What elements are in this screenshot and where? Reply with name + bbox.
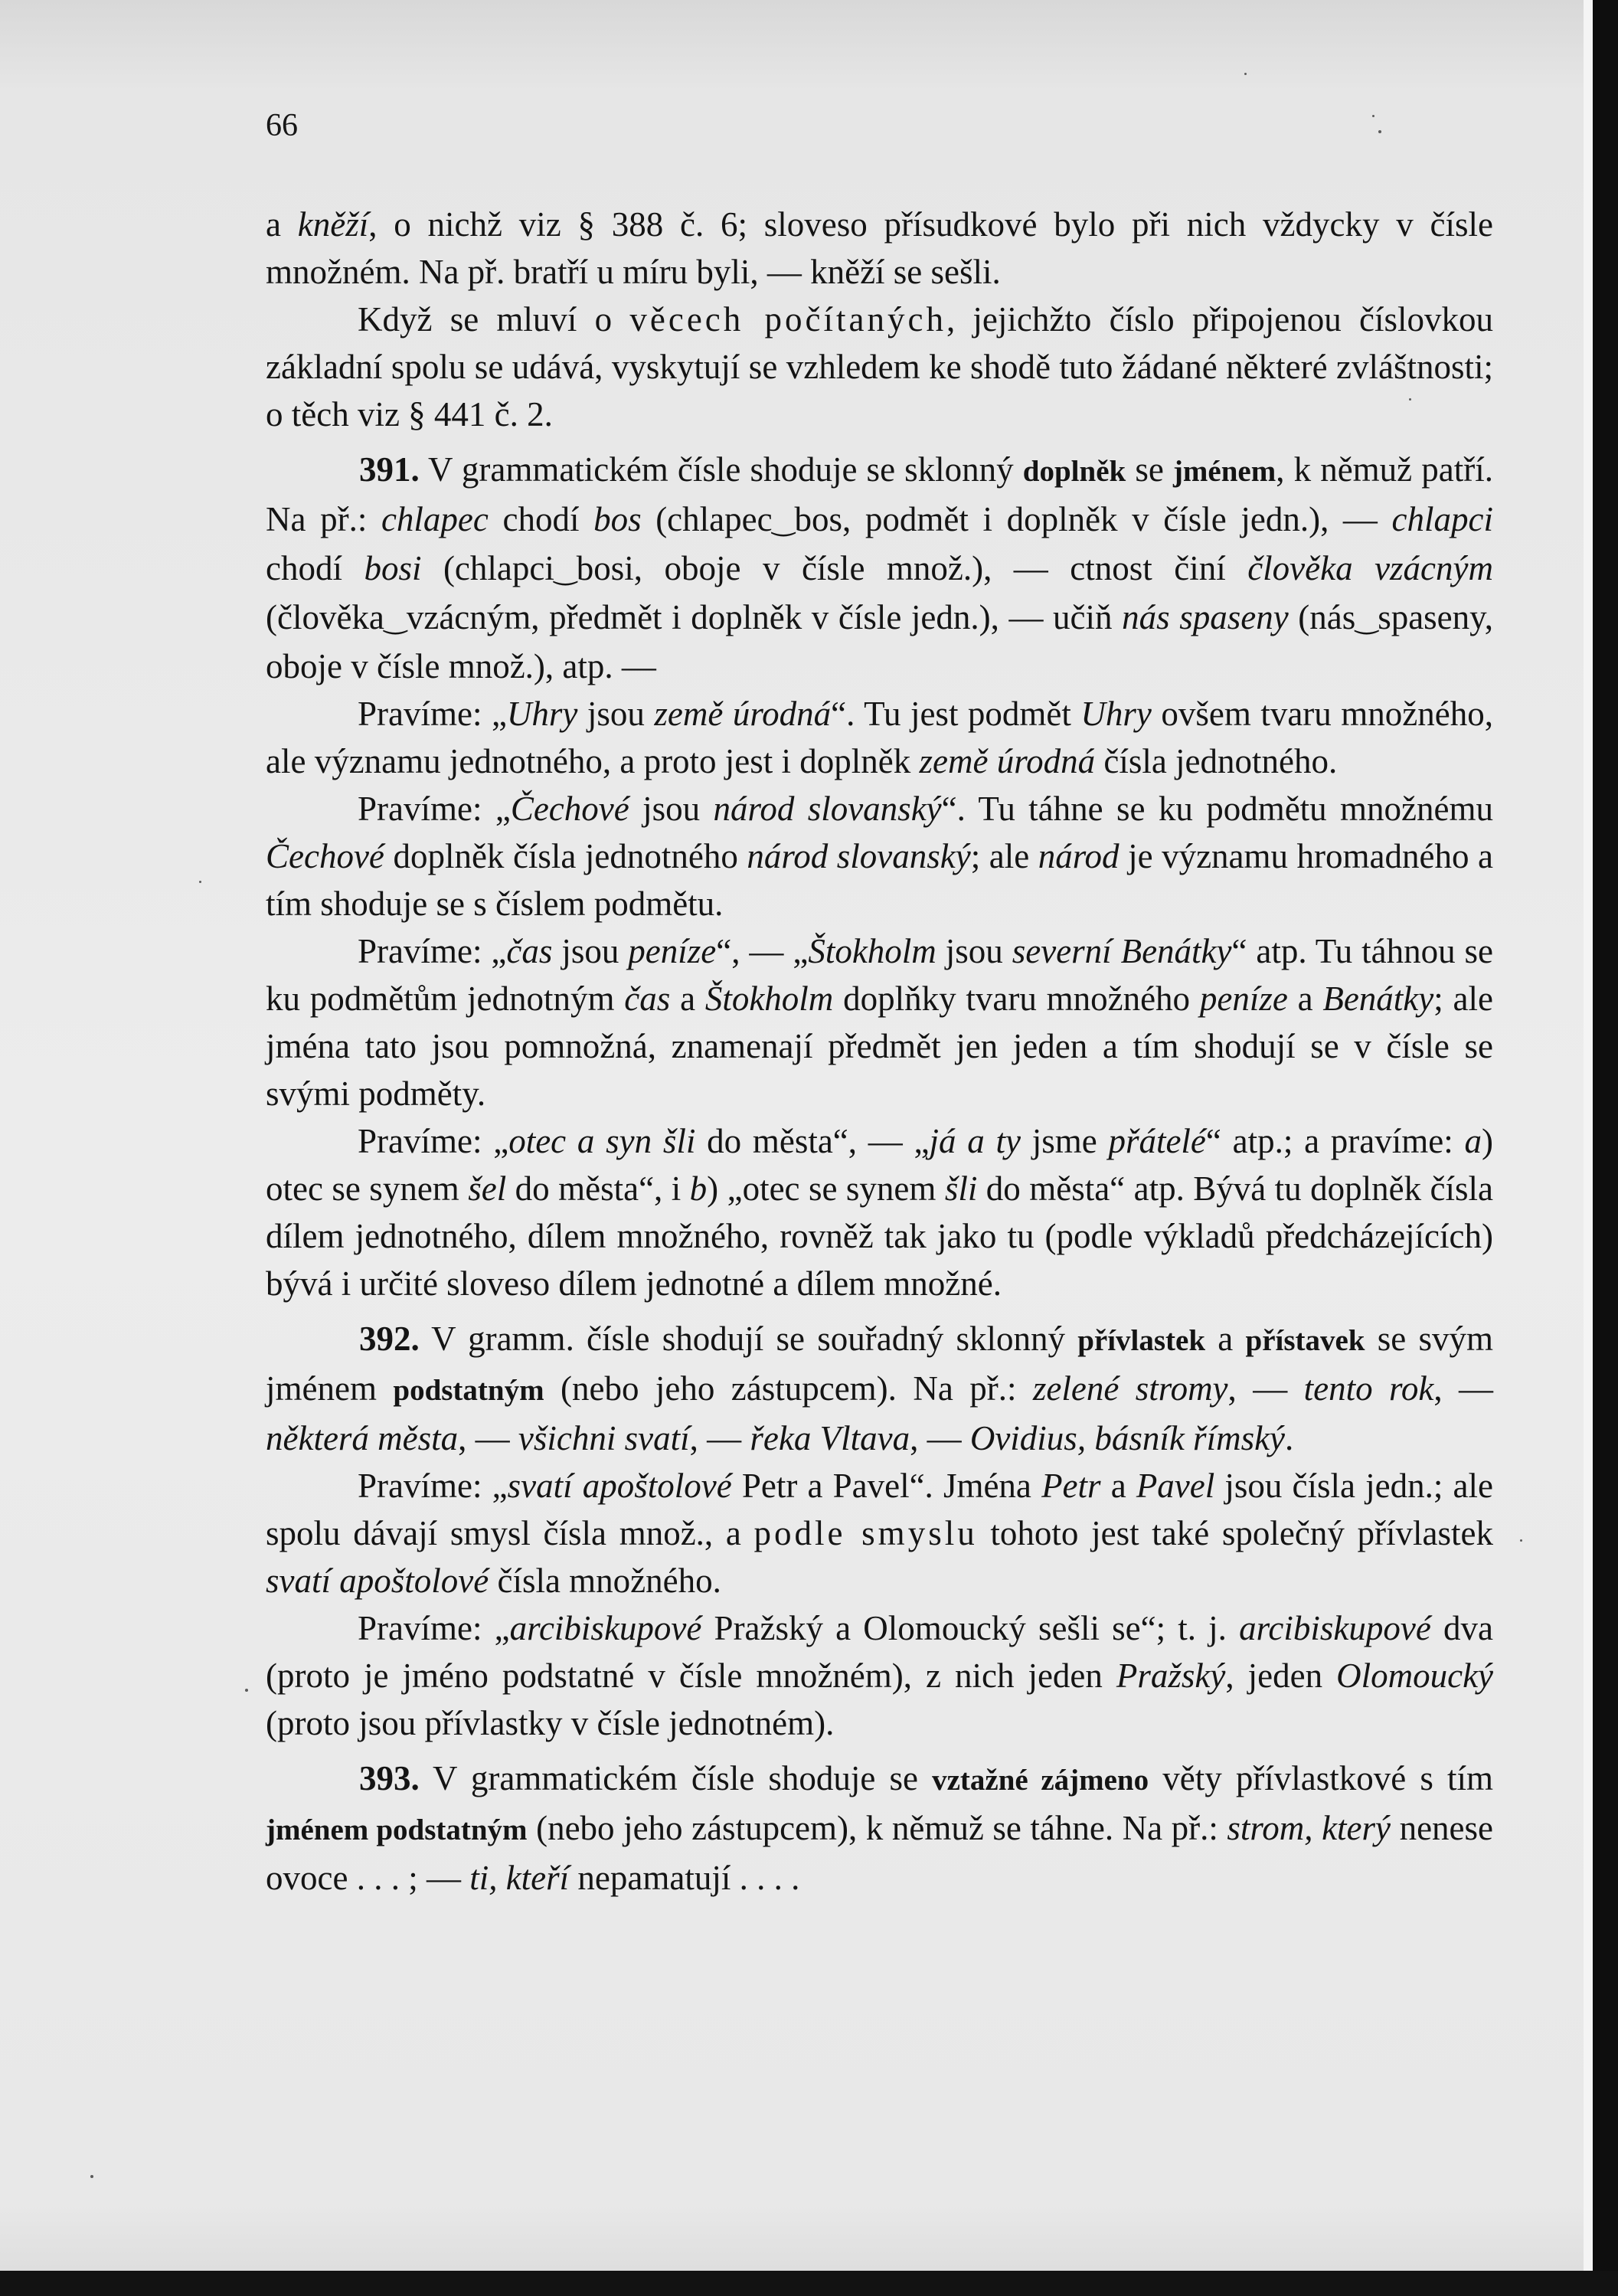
section-392: 392. V gramm. čísle shodují se souřadný sklonný přívlastek a přístavek se svým jménem podstatným (nebo jeho zástupcem). Na př.: zelené stromy, — tento rok, — některá města, — všichni svatí, — řeka Vltava, — Ovidius, básník římský. xyxy=(266,1320,1494,1457)
slur-mark: ‿ xyxy=(554,554,577,585)
page-number: 66 xyxy=(266,108,298,143)
paragraph-intro: a kněží, o nichž viz § 388 č. 6; sloveso přísudkové bylo při nich vždycky v čísle množném. Na př. bratří u míru byli, — kněží se sešli. xyxy=(266,205,1493,291)
paragraph-counted-things: Když se mluví o věcech počítaných, jejichžto číslo připojenou číslovkou základní spolu se udává, vyskytují se vzhledem ke shodě tuto žádané některé zvláštnosti; o těch viz § 441 č. 2. xyxy=(266,300,1493,433)
slur-mark: ‿ xyxy=(1355,603,1378,634)
section-number: 392. xyxy=(359,1320,420,1358)
section-number: 393. xyxy=(359,1759,420,1797)
section-393: 393. V grammatickém čísle shoduje se vztažné zájmeno věty přívlastkové s tím jménem podstatným (nebo jeho zástupcem), k němuž se táhne. Na př.: strom, který nenese ovoce . . . ; — ti, kteří nepamatují . . . . xyxy=(266,1759,1494,1897)
paragraph-arcibiskupove: Pravíme: „arcibiskupové Pražský a Olomoucký sešli se“; t. j. arcibiskupové dva (proto je jméno podstatné v čísle množném), z nich jeden Pražský, jeden Olomoucký (proto jsou přívlastky v čísle jednotném). xyxy=(266,1609,1494,1742)
scan-border-right xyxy=(1593,0,1618,2296)
page-body xyxy=(266,201,1493,1902)
slur-mark: ‿ xyxy=(772,505,795,536)
scan-border-bottom xyxy=(0,2271,1618,2296)
paragraph-cas-penize: Pravíme: „čas jsou peníze“, — „Štokholm jsou severní Benátky“ atp. Tu táhnou se ku podmětům jednotným čas a Štokholm doplňky tvaru množného peníze a Benátky; ale jména tato jsou pomnožná, znamenají předmět jen jeden a tím shodují se v čísle se svými podměty. xyxy=(266,932,1493,1113)
paragraph-svati-apostolove: Pravíme: „svatí apoštolové Petr a Pavel“. Jména Petr a Pavel jsou čísla jedn.; ale spolu dávají smysl čísla množ., a podle smyslu tohoto jest také společný přívlastek svatí apoštolové čísla množného. xyxy=(266,1467,1493,1600)
paragraph-otec-a-syn: Pravíme: „otec a syn šli do města“, — „já a ty jsme přátelé“ atp.; a pravíme: a) otec se synem šel do města“, i b) „otec se synem šli do města“ atp. Bývá tu doplněk čísla dílem jednotného, dílem množného, rovněž tak jako tu (podle výkladů předcházejících) bývá i určité sloveso dílem jednotné a dílem množné. xyxy=(266,1122,1493,1303)
section-number: 391. xyxy=(359,450,420,489)
slur-mark: ‿ xyxy=(384,603,407,634)
section-391: 391. V grammatickém čísle shoduje se sklonný doplněk se jménem, k němuž patří. Na př.: chlapec chodí bos (chlapec‿bos, podmět i doplněk v čísle jedn.), — chlapci chodí bosi (chlapci‿bosi, oboje v čísle množ.), — ctnost činí člověka vzácným (člověka‿vzácným, předmět i doplněk v čísle jedn.), — učiň nás spaseny (nás‿spaseny, oboje v čísle množ.), atp. — xyxy=(266,450,1493,685)
paragraph-cechove: Pravíme: „Čechové jsou národ slovanský“. Tu táhne se ku podmětu množnému Čechové doplněk čísla jednotného národ slovanský; ale národ je významu hromadného a tím shoduje se s číslem podmětu. xyxy=(266,790,1493,923)
page-edge-strip xyxy=(1584,0,1593,2296)
paragraph-uhry: Pravíme: „Uhry jsou země úrodná“. Tu jest podmět Uhry ovšem tvaru množného, ale významu jednotného, a proto jest i doplněk země úrodná čísla jednotného. xyxy=(266,695,1493,780)
